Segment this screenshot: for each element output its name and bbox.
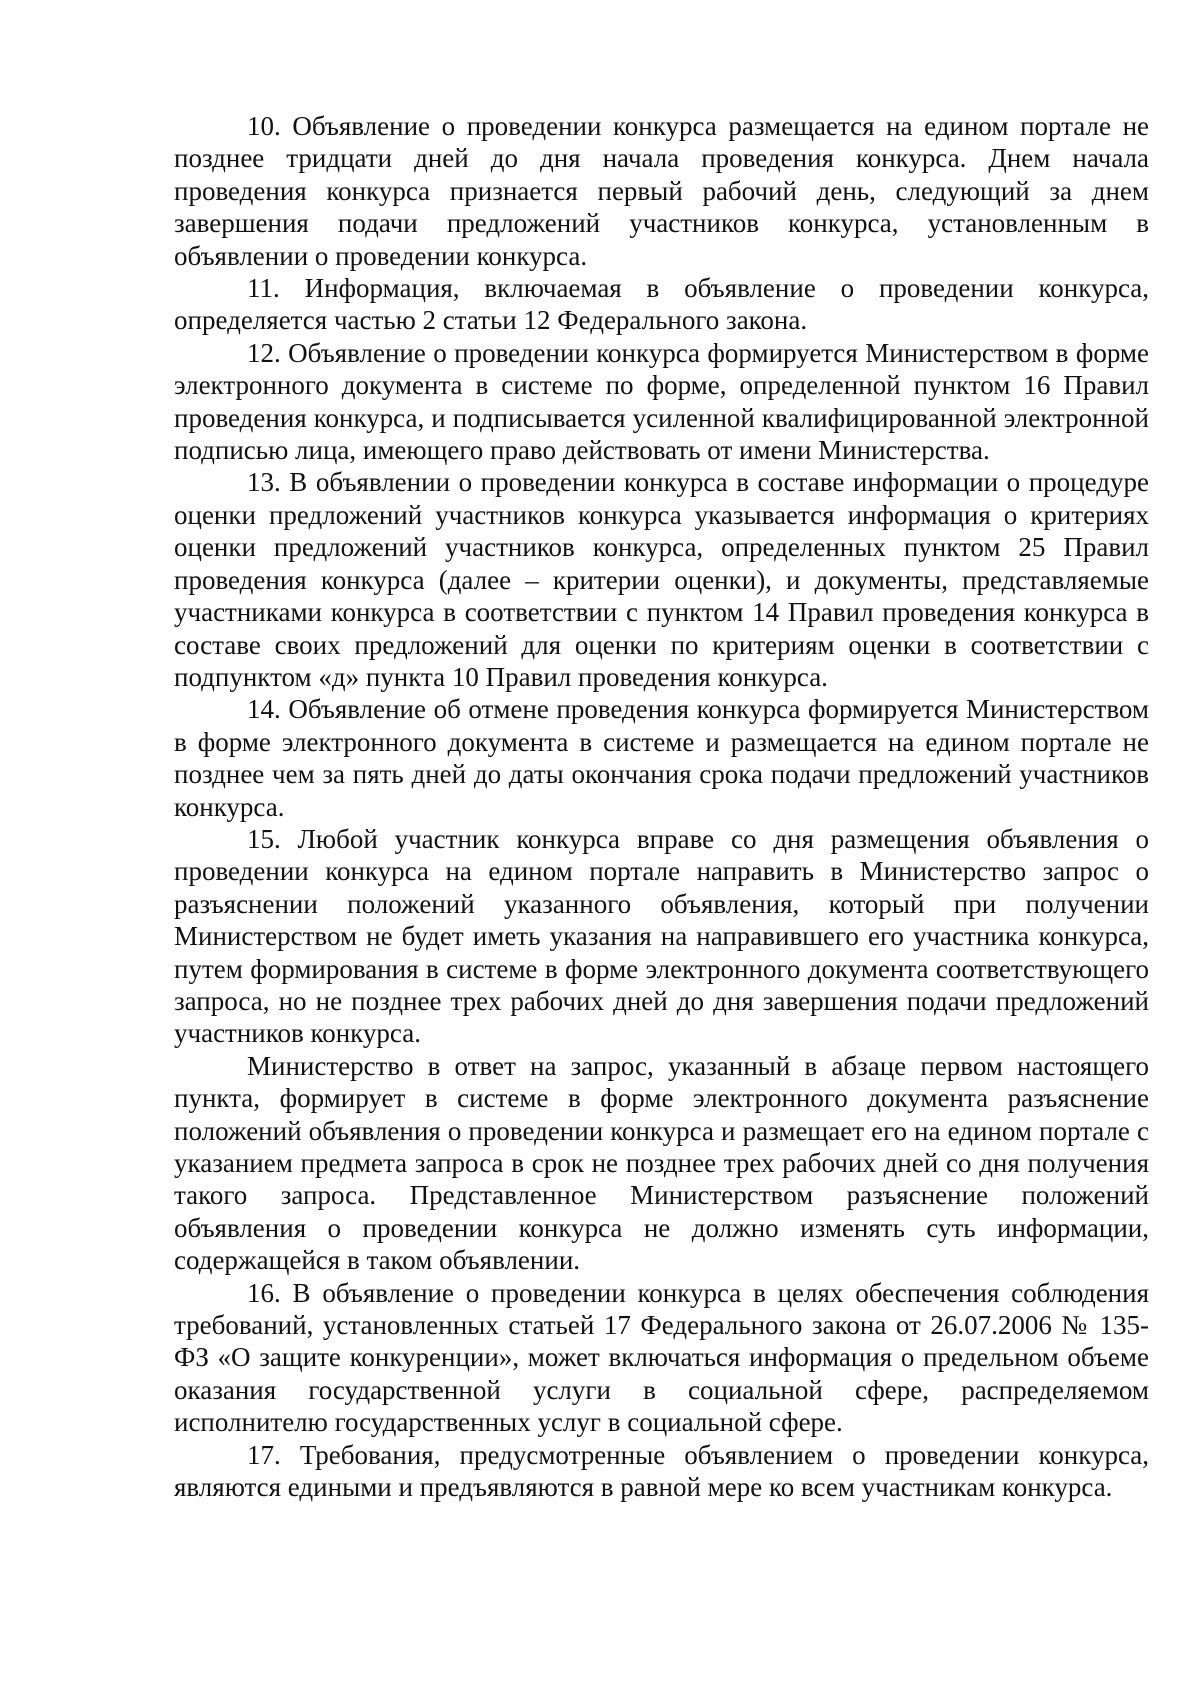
paragraph-15-continued: Министерство в ответ на запрос, указанный в абзаце первом настоящего пункта, формирует в системе в форме электронного документа разъяснение положений объявления о проведении конкурса и размещает его на едином портале с указанием предмета запроса в срок не позднее трех рабочих дней со дня получения такого запроса. Представленное Министерством разъяснение положений объявления о проведении конкурса не должно изменять суть информации, содержащейся в таком объявлении. xyxy=(174,1050,1149,1276)
paragraph-12: 12. Объявление о проведении конкурса формируется Министерством в форме электронного документа в системе по форме, определенной пунктом 16 Правил проведения конкурса, и подписывается усиленной квалифицированной электронной подписью лица, имеющего право действовать от имени Министерства. xyxy=(174,337,1149,466)
paragraph-17: 17. Требования, предусмотренные объявлением о проведении конкурса, являются едиными и предъявляются в равной мере ко всем участникам конкурса. xyxy=(174,1439,1149,1503)
paragraph-13: 13. В объявлении о проведении конкурса в составе информации о процедуре оценки предложений участников конкурса указывается информация о критериях оценки предложений участников конкурса, определенных пунктом 25 Правил проведения конкурса (далее – критерии оценки), и документы, представляемые участниками конкурса в соответствии с пунктом 14 Правил проведения конкурса в составе своих предложений для оценки по критериям оценки в соответствии с подпунктом «д» пункта 10 Правил проведения конкурса. xyxy=(174,467,1149,692)
paragraph-11: 11. Информация, включаемая в объявление о проведении конкурса, определяется частью 2 статьи 12 Федерального закона. xyxy=(174,273,1149,336)
paragraph-15: 15. Любой участник конкурса вправе со дня размещения объявления о проведении конкурса на едином портале направить в Министерство запрос о разъяснении положений указанного объявления, который при получении Министерством не будет иметь указания на направившего его участника конкурса, путем формирования в системе в форме электронного документа соответствующего запроса, но не позднее трех рабочих дней до дня завершения подачи предложений участников конкурса. xyxy=(174,823,1149,1049)
paragraph-10: 10. Объявление о проведении конкурса размещается на едином портале не позднее тридцати дней до дня начала проведения конкурса. Днем начала проведения конкурса признается первый рабочий день, следующий за днем завершения подачи предложений участников конкурса, установленным в объявлении о проведении конкурса. xyxy=(174,111,1149,271)
paragraph-14: 14. Объявление об отмене проведения конкурса формируется Министерством в форме электронного документа в системе и размещается на едином портале не позднее чем за пять дней до даты окончания срока подачи предложений участников конкурса. xyxy=(174,694,1149,822)
document-body xyxy=(174,110,1149,1503)
paragraph-16: 16. В объявление о проведении конкурса в целях обеспечения соблюдения требований, установленных статьей 17 Федерального закона от 26.07.2006 № 135-ФЗ «О защите конкуренции», может включаться информация о предельном объеме оказания государственной услуги в социальной сфере, распределяемом исполнителю государственных услуг в социальной сфере. xyxy=(174,1277,1149,1438)
